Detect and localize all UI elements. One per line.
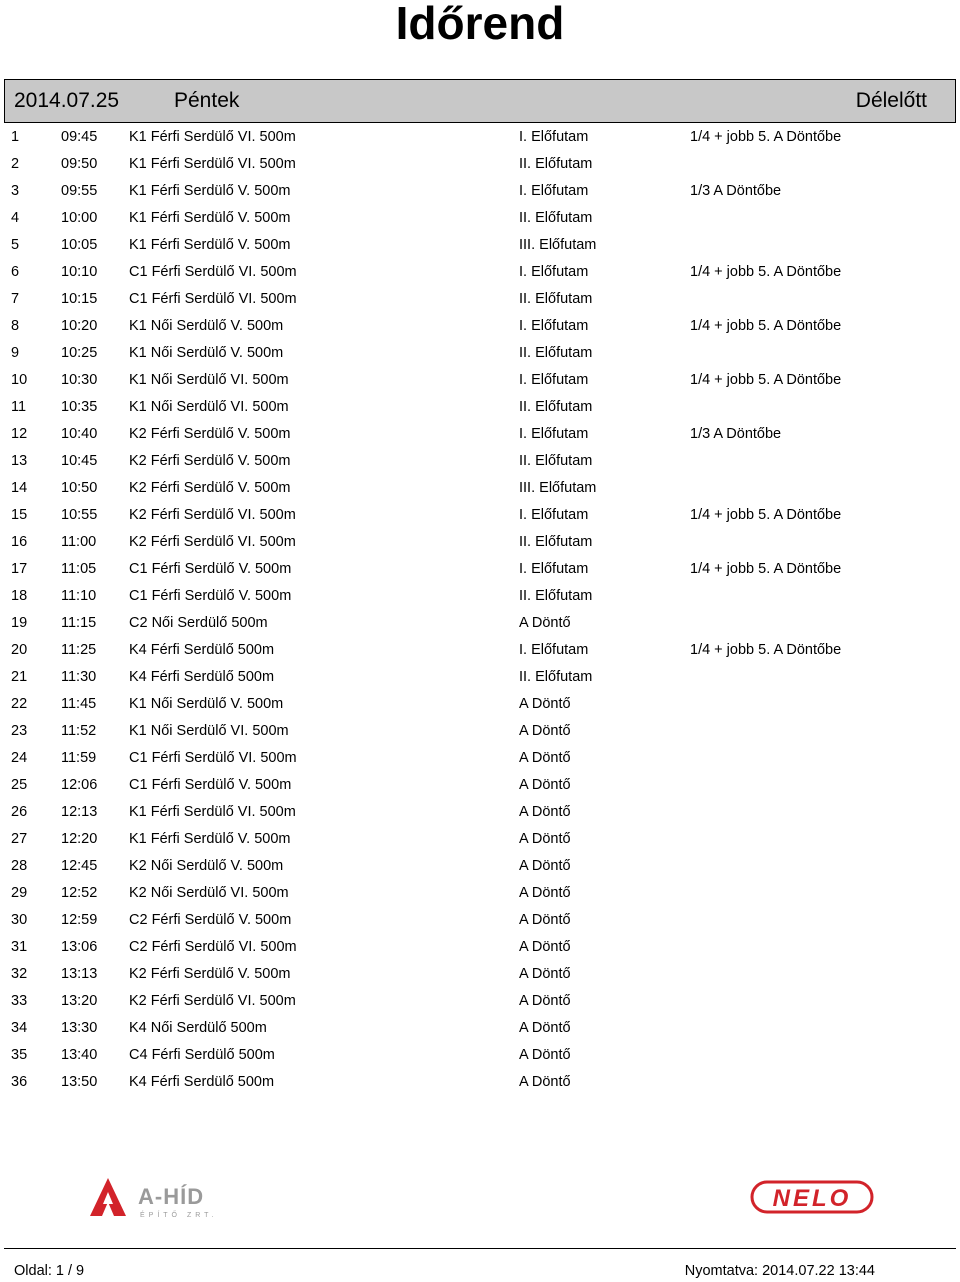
row-event: C1 Férfi Serdülő VI. 500m (129, 750, 297, 766)
row-note: 1/4 + jobb 5. A Döntőbe (690, 264, 842, 280)
row-time: 11:25 (61, 642, 97, 658)
row-round: A Döntő (519, 696, 571, 712)
row-event: K1 Női Serdülő VI. 500m (129, 399, 289, 415)
row-event: C2 Női Serdülő 500m (129, 615, 268, 631)
row-time: 10:35 (61, 399, 98, 415)
svg-text:ÉPÍTŐ ZRT.: ÉPÍTŐ ZRT. (140, 1212, 218, 1219)
row-event: K4 Férfi Serdülő 500m (129, 669, 275, 685)
row-round: III. Előfutam (519, 480, 597, 496)
row-number: 28 (11, 858, 28, 874)
row-event: K1 Férfi Serdülő V. 500m (129, 831, 291, 847)
row-event: K2 Férfi Serdülő VI. 500m (129, 993, 296, 1009)
row-round: I. Előfutam (519, 264, 589, 280)
footer-divider (4, 1248, 956, 1249)
row-number: 23 (11, 723, 28, 739)
table-row (0, 662, 960, 689)
table-row (0, 500, 960, 527)
row-number: 29 (11, 885, 28, 901)
table-row (0, 284, 960, 311)
table-row (0, 473, 960, 500)
row-number: 15 (11, 507, 28, 523)
row-round: I. Előfutam (519, 507, 589, 523)
row-round: A Döntő (519, 615, 571, 631)
table-row (0, 554, 960, 581)
row-round: II. Előfutam (519, 534, 593, 550)
table-row (0, 446, 960, 473)
table-row (0, 311, 960, 338)
row-time: 09:50 (61, 156, 98, 172)
row-note: 1/4 + jobb 5. A Döntőbe (690, 372, 842, 388)
row-event: K1 Női Serdülő VI. 500m (129, 723, 289, 739)
row-event: K2 Férfi Serdülő VI. 500m (129, 534, 296, 550)
row-time: 10:05 (61, 237, 98, 253)
day-weekday: Péntek (174, 89, 240, 112)
row-event: K1 Férfi Serdülő VI. 500m (129, 804, 296, 820)
row-time: 12:20 (61, 831, 98, 847)
row-round: I. Előfutam (519, 642, 589, 658)
row-time: 13:13 (61, 966, 98, 982)
table-row (0, 1067, 960, 1094)
row-time: 13:06 (61, 939, 98, 955)
row-round: II. Előfutam (519, 399, 593, 415)
table-row (0, 743, 960, 770)
row-round: II. Előfutam (519, 210, 593, 226)
row-time: 10:25 (61, 345, 98, 361)
page-indicator: Oldal: 1 / 9 (14, 1263, 85, 1279)
row-note: 1/3 A Döntőbe (690, 183, 782, 199)
row-round: A Döntő (519, 831, 571, 847)
row-time: 13:20 (61, 993, 98, 1009)
row-round: A Döntő (519, 858, 571, 874)
row-time: 13:30 (61, 1020, 98, 1036)
table-row (0, 338, 960, 365)
ahid-logo (88, 1176, 233, 1220)
table-row (0, 770, 960, 797)
row-time: 12:45 (61, 858, 98, 874)
row-number: 11 (11, 399, 27, 415)
table-row (0, 1040, 960, 1067)
row-event: K1 Női Serdülő V. 500m (129, 318, 284, 334)
row-number: 33 (11, 993, 28, 1009)
row-time: 09:45 (61, 129, 98, 145)
row-event: K1 Női Serdülő VI. 500m (129, 372, 289, 388)
row-round: A Döntő (519, 939, 571, 955)
row-time: 12:13 (61, 804, 98, 820)
row-round: A Döntő (519, 966, 571, 982)
row-round: A Döntő (519, 1020, 571, 1036)
table-row (0, 635, 960, 662)
row-number: 9 (11, 345, 20, 361)
row-number: 36 (11, 1074, 28, 1090)
row-note: 1/3 A Döntőbe (690, 426, 782, 442)
row-event: K2 Férfi Serdülő V. 500m (129, 453, 291, 469)
table-row (0, 608, 960, 635)
row-event: K4 Férfi Serdülő 500m (129, 1074, 275, 1090)
row-round: II. Előfutam (519, 345, 593, 361)
row-note: 1/4 + jobb 5. A Döntőbe (690, 129, 842, 145)
row-round: A Döntő (519, 750, 571, 766)
row-time: 10:10 (61, 264, 98, 280)
row-number: 25 (11, 777, 28, 793)
row-round: II. Előfutam (519, 453, 593, 469)
row-round: A Döntő (519, 885, 571, 901)
day-part: Délelőtt (855, 89, 927, 112)
row-event: C2 Férfi Serdülő VI. 500m (129, 939, 297, 955)
row-event: C2 Férfi Serdülő V. 500m (129, 912, 292, 928)
row-time: 10:00 (61, 210, 98, 226)
row-number: 32 (11, 966, 28, 982)
row-round: A Döntő (519, 912, 571, 928)
row-number: 22 (11, 696, 28, 712)
day-date: 2014.07.25 (14, 89, 120, 112)
row-number: 6 (11, 264, 20, 280)
row-time: 10:55 (61, 507, 98, 523)
row-note: 1/4 + jobb 5. A Döntőbe (690, 642, 842, 658)
table-row (0, 1013, 960, 1040)
table-row (0, 824, 960, 851)
table-row (0, 257, 960, 284)
row-event: K2 Férfi Serdülő V. 500m (129, 480, 291, 496)
row-number: 21 (11, 669, 28, 685)
table-row (0, 581, 960, 608)
table-row (0, 365, 960, 392)
row-number: 2 (11, 156, 20, 172)
row-round: I. Előfutam (519, 372, 589, 388)
day-header-bar (4, 79, 956, 123)
row-number: 10 (11, 372, 28, 388)
nelo-logo (750, 1180, 874, 1214)
row-time: 10:45 (61, 453, 98, 469)
row-round: A Döntő (519, 723, 571, 739)
row-number: 31 (11, 939, 28, 955)
row-time: 10:30 (61, 372, 98, 388)
row-time: 13:40 (61, 1047, 98, 1063)
row-number: 30 (11, 912, 28, 928)
row-time: 12:59 (61, 912, 98, 928)
row-round: A Döntő (519, 993, 571, 1009)
row-time: 11:52 (61, 723, 97, 739)
table-row (0, 122, 960, 149)
table-row (0, 527, 960, 554)
row-round: I. Előfutam (519, 561, 589, 577)
table-row (0, 176, 960, 203)
row-round: I. Előfutam (519, 183, 589, 199)
row-round: I. Előfutam (519, 318, 589, 334)
row-event: K1 Női Serdülő V. 500m (129, 696, 284, 712)
row-event: K2 Női Serdülő VI. 500m (129, 885, 289, 901)
row-number: 5 (11, 237, 20, 253)
row-time: 09:55 (61, 183, 98, 199)
row-event: C1 Férfi Serdülő VI. 500m (129, 291, 297, 307)
table-row (0, 851, 960, 878)
row-number: 1 (11, 129, 20, 145)
row-number: 7 (11, 291, 20, 307)
row-time: 11:59 (61, 750, 97, 766)
row-number: 17 (11, 561, 28, 577)
row-note: 1/4 + jobb 5. A Döntőbe (690, 318, 842, 334)
row-event: K1 Férfi Serdülő V. 500m (129, 237, 291, 253)
row-event: K2 Férfi Serdülő V. 500m (129, 426, 291, 442)
row-round: A Döntő (519, 1047, 571, 1063)
row-note: 1/4 + jobb 5. A Döntőbe (690, 507, 842, 523)
row-number: 16 (11, 534, 28, 550)
row-number: 34 (11, 1020, 28, 1036)
row-number: 26 (11, 804, 28, 820)
row-time: 12:52 (61, 885, 98, 901)
table-row (0, 149, 960, 176)
row-time: 11:00 (61, 534, 97, 550)
row-time: 11:10 (61, 588, 97, 604)
row-round: II. Előfutam (519, 156, 593, 172)
table-row (0, 203, 960, 230)
row-event: K1 Női Serdülő V. 500m (129, 345, 284, 361)
table-row (0, 959, 960, 986)
row-number: 24 (11, 750, 28, 766)
row-round: A Döntő (519, 1074, 571, 1090)
row-event: K4 Női Serdülő 500m (129, 1020, 267, 1036)
table-row (0, 230, 960, 257)
table-row (0, 932, 960, 959)
row-number: 3 (11, 183, 20, 199)
row-event: K1 Férfi Serdülő V. 500m (129, 210, 291, 226)
row-number: 27 (11, 831, 28, 847)
table-row (0, 716, 960, 743)
row-number: 18 (11, 588, 28, 604)
row-event: C1 Férfi Serdülő V. 500m (129, 561, 292, 577)
page-title: Időrend (395, 0, 565, 49)
row-event: K1 Férfi Serdülő VI. 500m (129, 156, 296, 172)
row-round: II. Előfutam (519, 588, 593, 604)
table-row (0, 986, 960, 1013)
row-time: 10:50 (61, 480, 98, 496)
row-number: 4 (11, 210, 20, 226)
table-row (0, 905, 960, 932)
row-event: C1 Férfi Serdülő V. 500m (129, 588, 292, 604)
row-round: II. Előfutam (519, 291, 593, 307)
row-round: I. Előfutam (519, 426, 589, 442)
table-row (0, 419, 960, 446)
row-number: 8 (11, 318, 20, 334)
row-event: K4 Férfi Serdülő 500m (129, 642, 275, 658)
print-date: Nyomtatva: 2014.07.22 13:44 (684, 1263, 875, 1279)
row-event: C1 Férfi Serdülő VI. 500m (129, 264, 297, 280)
row-number: 13 (11, 453, 28, 469)
row-event: K2 Női Serdülő V. 500m (129, 858, 284, 874)
row-time: 11:45 (61, 696, 97, 712)
row-number: 20 (11, 642, 28, 658)
row-time: 10:15 (61, 291, 98, 307)
table-row (0, 797, 960, 824)
row-round: A Döntő (519, 804, 571, 820)
table-row (0, 689, 960, 716)
row-time: 12:06 (61, 777, 98, 793)
row-event: K2 Férfi Serdülő VI. 500m (129, 507, 296, 523)
row-round: II. Előfutam (519, 669, 593, 685)
row-event: C1 Férfi Serdülő V. 500m (129, 777, 292, 793)
row-time: 11:30 (61, 669, 97, 685)
row-number: 35 (11, 1047, 28, 1063)
row-time: 13:50 (61, 1074, 98, 1090)
row-time: 10:40 (61, 426, 98, 442)
row-number: 19 (11, 615, 28, 631)
row-round: III. Előfutam (519, 237, 597, 253)
row-time: 10:20 (61, 318, 98, 334)
row-event: K1 Férfi Serdülő VI. 500m (129, 129, 296, 145)
row-number: 12 (11, 426, 28, 442)
row-number: 14 (11, 480, 28, 496)
row-time: 11:05 (61, 561, 97, 577)
row-round: I. Előfutam (519, 129, 589, 145)
table-row (0, 878, 960, 905)
svg-text:A-HÍD: A-HÍD (138, 1184, 205, 1209)
row-event: K1 Férfi Serdülő V. 500m (129, 183, 291, 199)
row-event: C4 Férfi Serdülő 500m (129, 1047, 275, 1063)
row-event: K2 Férfi Serdülő V. 500m (129, 966, 291, 982)
row-time: 11:15 (61, 615, 97, 631)
svg-text:NELO: NELO (772, 1185, 852, 1212)
table-row (0, 392, 960, 419)
row-round: A Döntő (519, 777, 571, 793)
row-note: 1/4 + jobb 5. A Döntőbe (690, 561, 842, 577)
schedule-table (0, 122, 960, 1094)
